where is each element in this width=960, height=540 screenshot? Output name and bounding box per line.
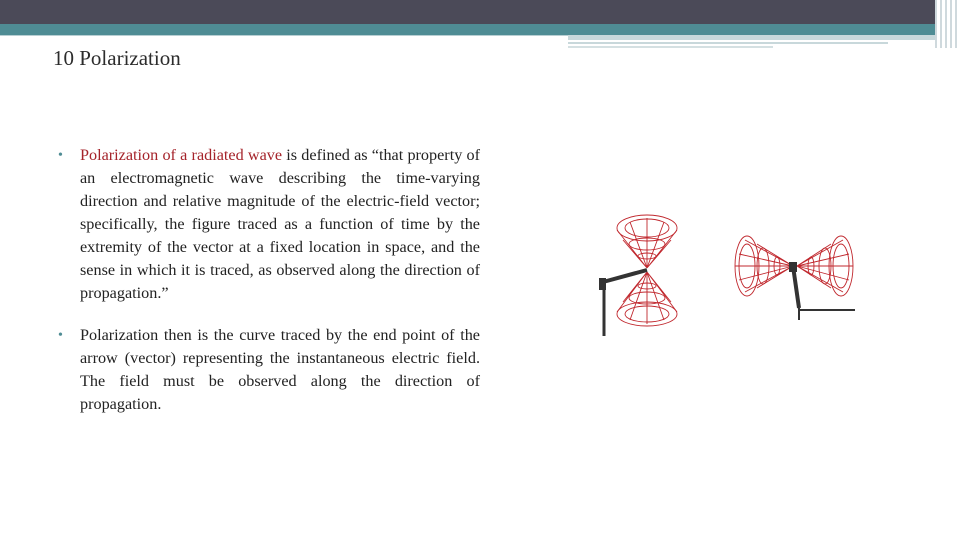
bullet-item xyxy=(58,144,480,305)
highlighted-term: Polarization of a radiated wave xyxy=(80,146,283,164)
header-teal-band xyxy=(0,24,935,35)
bullet-text: Polarization then is the curve traced by the end point of the arrow (vector) representing the instantaneous electric field. The field must be observed along the direction of propagation. xyxy=(80,326,480,413)
bullet-dot-icon: • xyxy=(58,148,63,163)
header-rule xyxy=(568,46,773,48)
polarization-figure xyxy=(585,200,865,350)
slide-title: 10 Polarization xyxy=(53,46,181,70)
header-edge-stripes xyxy=(935,0,960,48)
header-dark-band xyxy=(0,0,935,24)
bullet-dot-icon: • xyxy=(58,328,63,343)
header-rule xyxy=(0,35,568,36)
bullet-item xyxy=(58,324,480,416)
header-decoration xyxy=(0,0,960,48)
header-rule xyxy=(568,35,935,40)
bullet-text: is defined as “that property of an electromagnetic wave describing the time-varying direction and relative magnitude of the electric-field vector; specifically, the figure traced as a function of time by the extremity of the vector at a fixed location in space, and the sense in which it is traced, as observed along the direction of propagation.” xyxy=(80,146,480,302)
header-rule xyxy=(568,42,888,44)
bullet-list xyxy=(58,144,480,435)
antenna-mount-horizontal xyxy=(789,262,855,320)
